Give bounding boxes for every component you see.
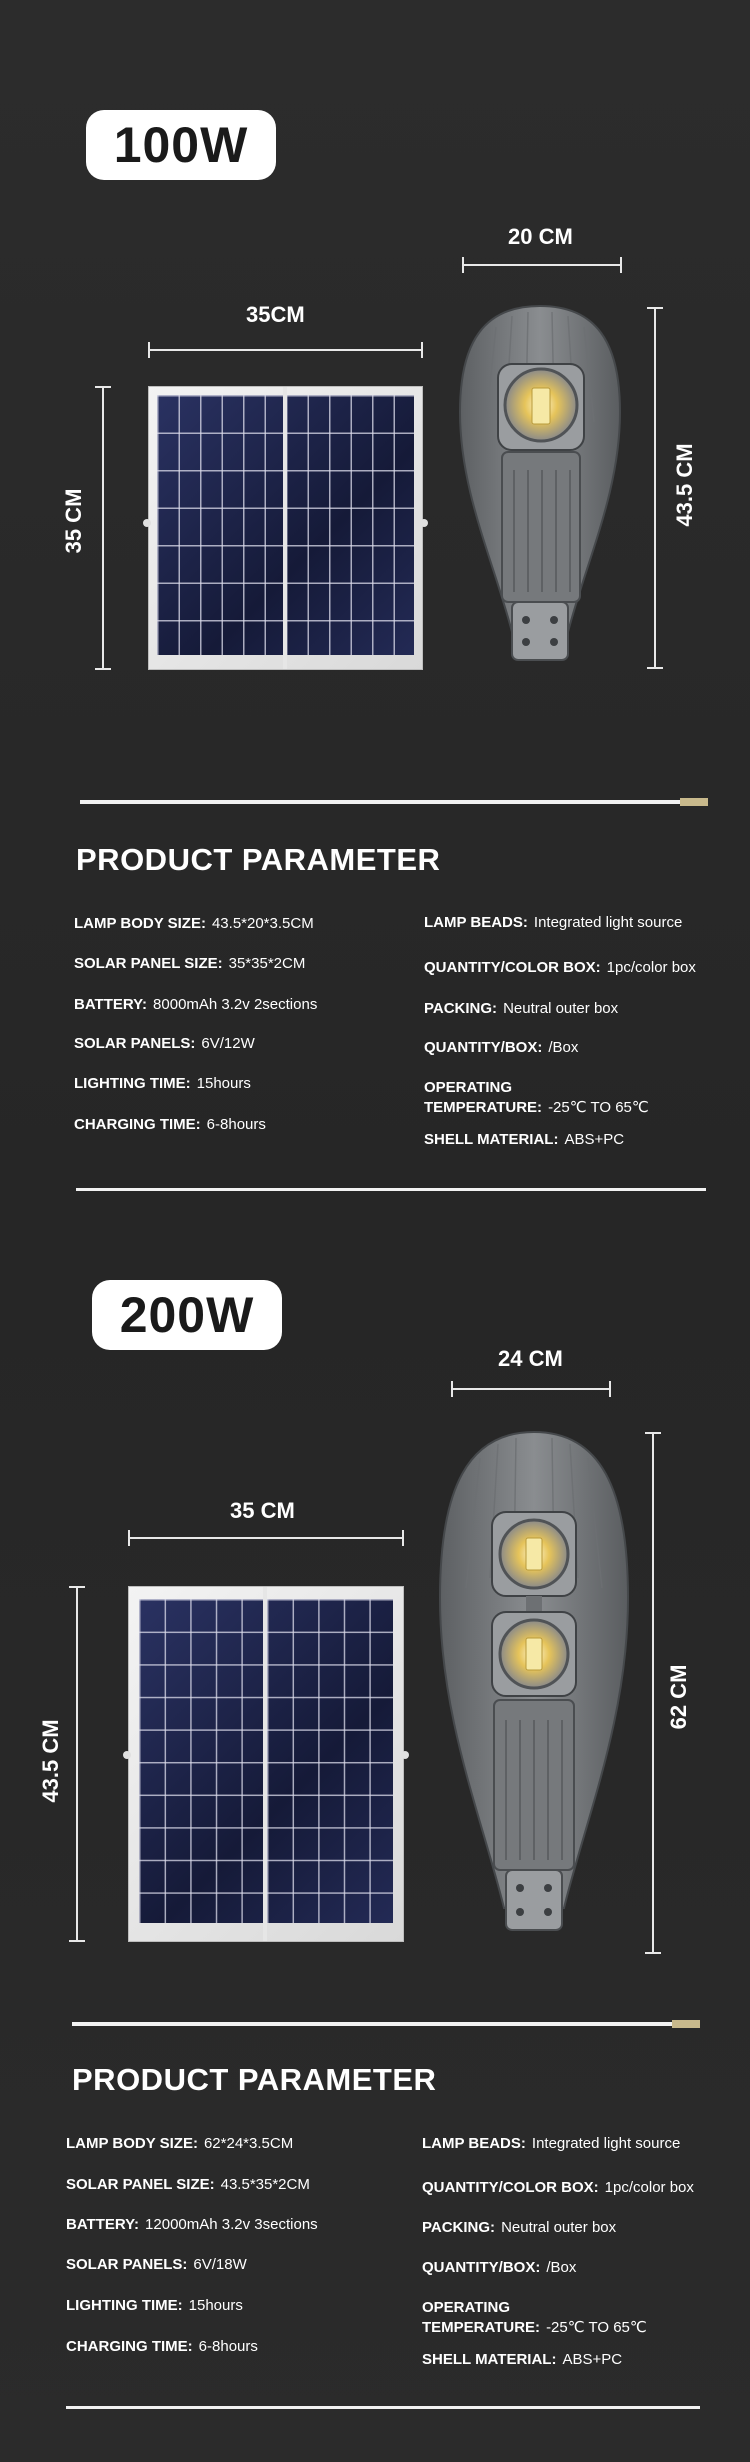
panel-width-line	[128, 1537, 404, 1539]
lamp-width-label: 20 CM	[508, 224, 573, 249]
param-key: LAMP BODY SIZE:	[74, 915, 206, 932]
param-value: ABS+PC	[562, 2351, 623, 2368]
param-value: 6-8hours	[198, 2338, 258, 2355]
lamp-width-label: 24 CM	[498, 1346, 563, 1371]
section-end-rule	[66, 2406, 700, 2409]
param-key: LIGHTING TIME:	[66, 2297, 183, 2314]
param-key: QUANTITY/BOX:	[422, 2259, 541, 2276]
param-packing	[424, 999, 618, 1019]
param-key: OPERATING	[424, 1079, 513, 1096]
param-value: ABS+PC	[564, 1131, 625, 1148]
power-badge	[86, 110, 276, 180]
panel-height-label: 43.5 CM	[38, 1719, 63, 1803]
product-parameter-title: PRODUCT PARAMETER	[76, 842, 441, 877]
param-battery	[74, 995, 317, 1015]
panel-bracket-left	[143, 519, 151, 527]
param-value: -25℃ TO 65℃	[548, 1099, 649, 1116]
param-battery	[66, 2215, 318, 2235]
param-value: 43.5*35*2CM	[220, 2176, 310, 2193]
param-value: -25℃ TO 65℃	[546, 2319, 647, 2336]
param-key: PACKING:	[424, 1000, 498, 1017]
product-parameter-title: PRODUCT PARAMETER	[72, 2062, 437, 2097]
lamp-length-label: 62 CM	[666, 1664, 691, 1730]
param-lamp-body-size	[66, 2134, 293, 2154]
param-key: LAMP BODY SIZE:	[66, 2135, 198, 2152]
power-label: 200W	[119, 1287, 255, 1343]
param-solar-panels	[66, 2255, 247, 2275]
param-quantity-color-box	[424, 958, 696, 978]
param-packing	[422, 2218, 616, 2238]
param-shell-material	[422, 2350, 622, 2370]
param-lamp-beads	[424, 913, 682, 933]
param-value: Integrated light source	[531, 2135, 681, 2152]
panel-width-line	[148, 349, 423, 351]
param-value: 15hours	[188, 2297, 243, 2314]
param-value: 6V/12W	[201, 1035, 255, 1052]
param-quantity-box	[422, 2258, 576, 2278]
solar-panel-image	[148, 386, 423, 670]
panel-bracket-right	[401, 1751, 409, 1759]
param-key: BATTERY:	[66, 2216, 140, 2233]
param-value: 6V/18W	[193, 2256, 247, 2273]
panel-width-label: 35CM	[246, 302, 305, 327]
param-key: QUANTITY/BOX:	[424, 1039, 543, 1056]
param-operating-temperature	[422, 2298, 647, 2338]
divider-accent	[680, 798, 708, 806]
param-value: 1pc/color box	[604, 2179, 694, 2196]
param-value: 12000mAh 3.2v 3sections	[145, 2216, 318, 2233]
param-key: SOLAR PANELS:	[74, 1035, 196, 1052]
param-key: BATTERY:	[74, 996, 148, 1013]
lamp-length-line	[654, 307, 656, 669]
param-key-line2: TEMPERATURE:	[422, 2319, 541, 2336]
param-value: 6-8hours	[206, 1116, 266, 1133]
lamp-width-line	[451, 1388, 611, 1390]
param-lighting-time	[74, 1074, 251, 1094]
section-divider	[72, 2022, 700, 2026]
param-quantity-box	[424, 1038, 578, 1058]
param-lamp-beads	[422, 2134, 680, 2154]
param-key: CHARGING TIME:	[66, 2338, 193, 2355]
param-charging-time	[66, 2337, 258, 2357]
param-key: OPERATING	[422, 2299, 511, 2316]
product-section-100w	[0, 0, 750, 1230]
param-lighting-time	[66, 2296, 243, 2316]
street-lamp-image	[456, 302, 624, 672]
lamp-width-line	[462, 264, 622, 266]
panel-height-line	[76, 1586, 78, 1942]
param-value: Neutral outer box	[501, 2219, 617, 2236]
power-badge	[92, 1280, 282, 1350]
param-value: 62*24*3.5CM	[203, 2135, 294, 2152]
param-key: SHELL MATERIAL:	[424, 1131, 559, 1148]
param-key: CHARGING TIME:	[74, 1116, 201, 1133]
panel-center-bar	[283, 387, 287, 669]
param-value: Neutral outer box	[503, 1000, 619, 1017]
param-quantity-color-box	[422, 2178, 694, 2198]
param-value: 35*35*2CM	[228, 955, 306, 972]
param-key: QUANTITY/COLOR BOX:	[424, 959, 601, 976]
section-divider	[80, 800, 708, 804]
divider-accent	[672, 2020, 700, 2028]
param-key: LAMP BEADS:	[424, 914, 528, 931]
param-key: SOLAR PANEL SIZE:	[74, 955, 223, 972]
param-value: 43.5*20*3.5CM	[211, 915, 314, 932]
solar-panel-image	[128, 1586, 404, 1942]
panel-bracket-left	[123, 1751, 131, 1759]
section-end-rule	[76, 1188, 706, 1191]
param-key: SOLAR PANELS:	[66, 2256, 188, 2273]
param-key: PACKING:	[422, 2219, 496, 2236]
param-key: SOLAR PANEL SIZE:	[66, 2176, 215, 2193]
panel-width-label: 35 CM	[230, 1498, 295, 1523]
param-value: Integrated light source	[533, 914, 683, 931]
param-solar-panel-size	[66, 2175, 310, 2195]
panel-bracket-right	[420, 519, 428, 527]
param-charging-time	[74, 1115, 266, 1135]
lamp-length-line	[652, 1432, 654, 1954]
param-key-line2: TEMPERATURE:	[424, 1099, 543, 1116]
param-key: LAMP BEADS:	[422, 2135, 526, 2152]
panel-height-line	[102, 386, 104, 670]
param-operating-temperature	[424, 1078, 649, 1118]
panel-height-label: 35 CM	[61, 488, 86, 554]
param-lamp-body-size	[74, 914, 314, 934]
panel-center-bar	[263, 1587, 267, 1941]
param-value: 1pc/color box	[606, 959, 696, 976]
param-value: 8000mAh 3.2v 2sections	[153, 996, 318, 1013]
param-value: /Box	[546, 2259, 577, 2276]
param-key: QUANTITY/COLOR BOX:	[422, 2179, 599, 2196]
param-key: LIGHTING TIME:	[74, 1075, 191, 1092]
product-section-200w	[0, 1230, 750, 2462]
param-solar-panel-size	[74, 954, 305, 974]
street-lamp-image	[436, 1428, 632, 1956]
param-shell-material	[424, 1130, 624, 1150]
power-label: 100W	[113, 117, 249, 173]
param-key: SHELL MATERIAL:	[422, 2351, 557, 2368]
lamp-length-label: 43.5 CM	[672, 443, 697, 527]
param-value: /Box	[548, 1039, 579, 1056]
param-solar-panels	[74, 1034, 255, 1054]
param-value: 15hours	[196, 1075, 251, 1092]
